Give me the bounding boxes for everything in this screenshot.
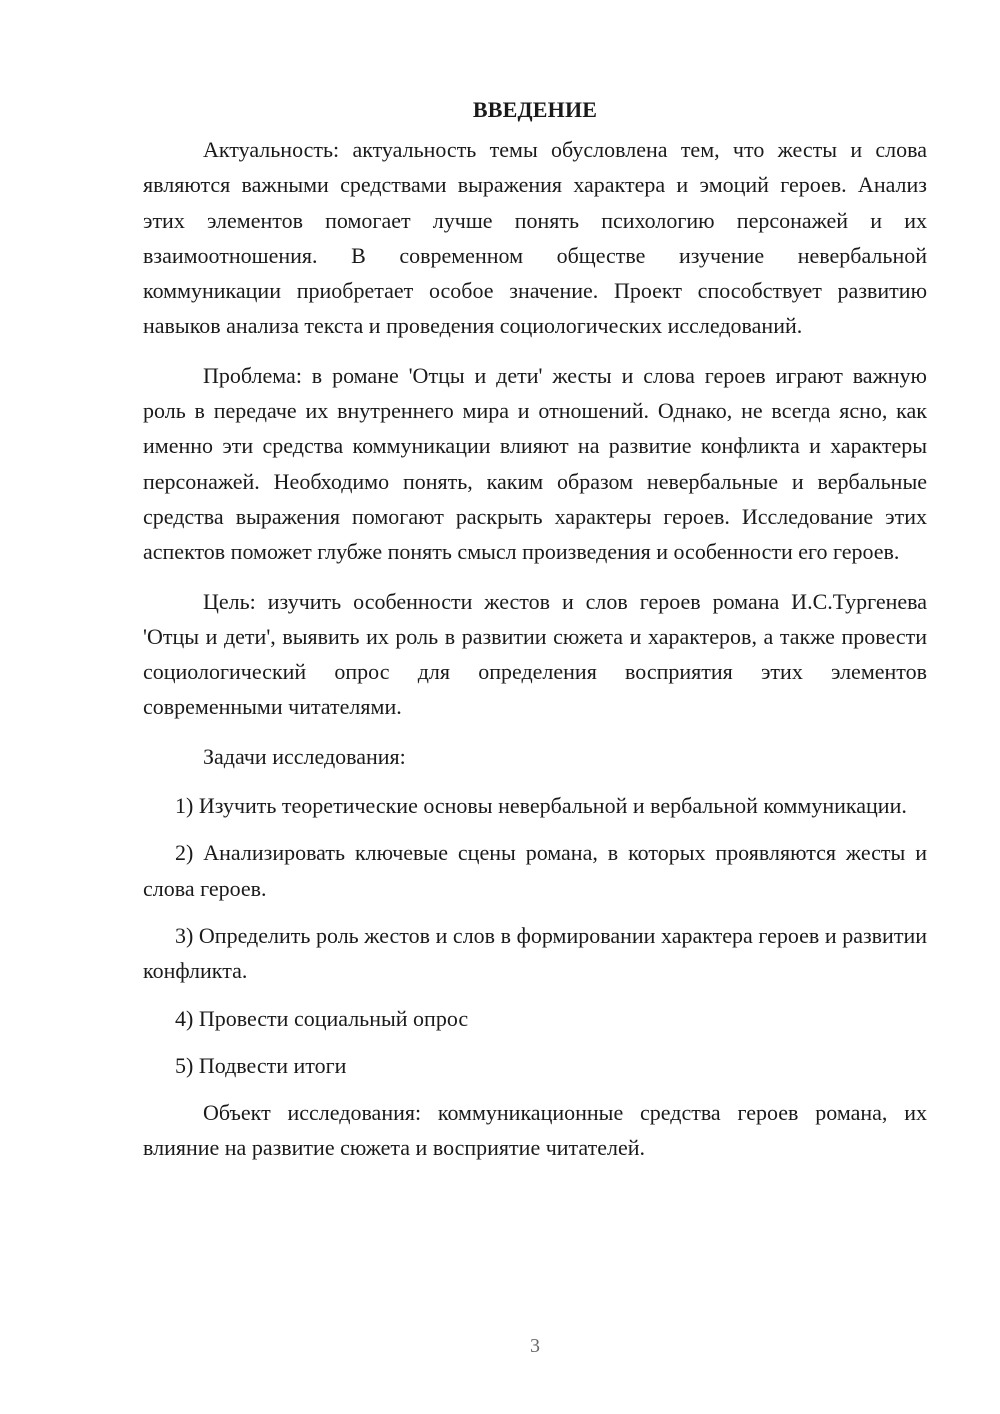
problem-paragraph: Проблема: в романе 'Отцы и дети' жесты и слова героев играют важную роль в передаче их внутреннего мира и отношений. Однако, не всегда ясно, как именно эти средства коммуникации влияют на развитие конфликта и характеры персонажей. Необходимо понять, каким образом невербальные и вербальные средства выражения помогают раскрыть характеры героев. Исследование этих аспектов поможет глубже понять смысл произведения и особенности его героев.: [143, 362, 927, 565]
task-item: 2) Анализировать ключевые сцены романа, в которых проявляются жесты и слова героев.: [143, 840, 927, 901]
tasks-list: [143, 788, 927, 1083]
page-number: 3: [530, 1335, 540, 1357]
page-heading: ВВЕДЕНИЕ: [472, 97, 598, 122]
tasks-intro: Задачи исследования:: [203, 743, 406, 769]
page-content: [143, 92, 927, 1180]
goal-paragraph: Цель: изучить особенности жестов и слов героев романа И.С.Тургенева 'Отцы и дети', выявить их роль в развитии сюжета и характеров, а также провести социологический опрос для определения восприятия этих элементов современными читателями.: [143, 588, 927, 720]
task-item: 4) Провести социальный опрос: [175, 1005, 469, 1031]
task-item: 1) Изучить теоретические основы невербальной и вербальной коммуникации.: [175, 793, 907, 819]
relevance-paragraph: Актуальность: актуальность темы обусловлена тем, что жесты и слова являются важными средствами выражения характера и эмоций героев. Анализ этих элементов помогает лучше понять психологию персонажей и их взаимоотношения. В современном обществе изучение невербальной коммуникации приобретает особое значение. Проект способствует развитию навыков анализа текста и проведения социологических исследований.: [143, 137, 927, 339]
object-paragraph: Объект исследования: коммуникационные средства героев романа, их влияние на развитие сюжета и восприятие читателей.: [143, 1100, 927, 1161]
task-item: 3) Определить роль жестов и слов в формировании характера героев и развитии конфликта.: [143, 922, 927, 984]
task-item: 5) Подвести итоги: [175, 1052, 347, 1078]
